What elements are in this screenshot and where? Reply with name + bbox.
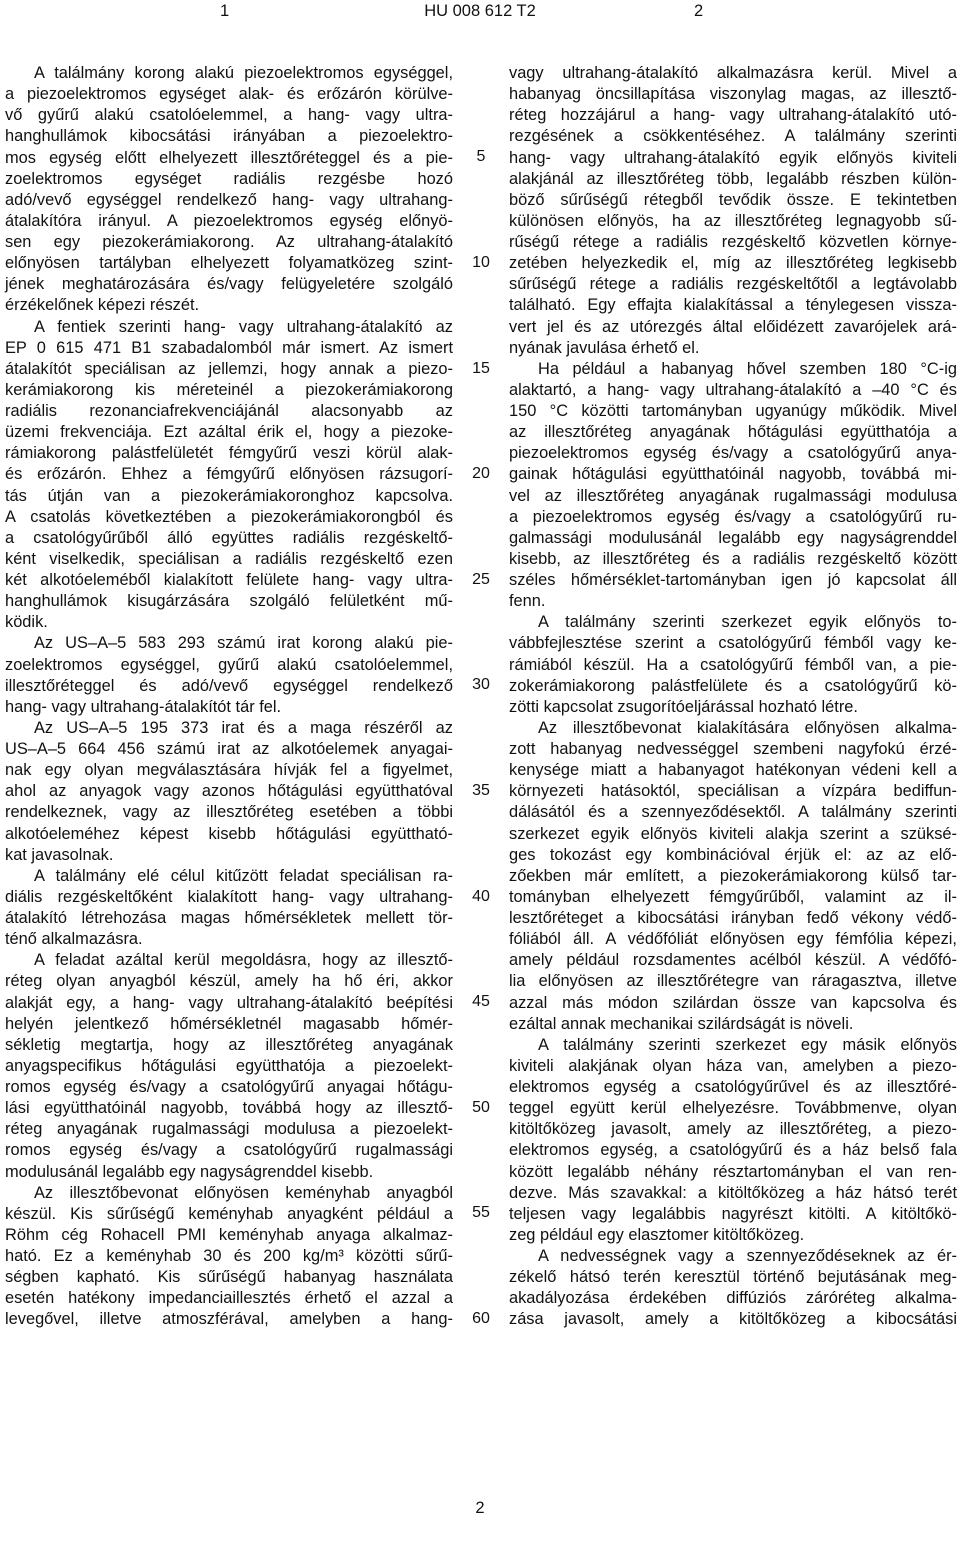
text-line: szerkezet egyik előnyös kiviteli alakja szerint a szüksé- — [509, 824, 957, 843]
text-line: különösen előnyös, ha az illesztőréteg legnagyobb sű- — [509, 211, 957, 230]
text-line: teljesen vagy legalábbis nagyrészt kitölti. A kitöltőkö- — [509, 1204, 957, 1223]
text-line: két alkotóeleméből kialakított felülete hang- vagy ultra- — [5, 571, 453, 589]
text-line: Az illesztőbevonat kialakítására előnyösen alkalma- — [538, 718, 957, 737]
line-number: 50 — [472, 1098, 490, 1116]
text-line: zott habanyag nedvességgel szembeni nagyfokú érzé- — [509, 740, 957, 758]
text-line: vő gyűrű alakú csatolóelemmel, a hang- vagy ultra- — [5, 106, 453, 125]
text-line: vagy ultrahang-átalakító alkalmazásra kerül. Mivel a — [509, 64, 957, 82]
text-line: hanghullámok kibocsátási irányában a piezoelektro- — [5, 127, 453, 146]
text-line: ezáltal annak mechanikai szilárdságát is növeli. — [509, 1014, 854, 1033]
text-line: hanghullámok kisugárzására szolgáló felületként mű- — [5, 592, 453, 611]
text-line: levegővel, illetve atmoszférával, amelyben a hang- — [5, 1310, 453, 1329]
text-line: Ha például a habanyag hővel szemben 180 °C-ig — [538, 359, 957, 378]
text-line: zetében helyezkedik el, míg az illesztőréteg legkisebb — [509, 254, 957, 273]
text-line: sékletig megtartja, hogy az illesztőréteg anyagának — [5, 1035, 453, 1054]
text-line: réteg anyagának rugalmassági modulusa a piezoelekt- — [5, 1120, 453, 1139]
text-line: lási együtthatóinál nagyobb, továbbá hogy az illesztő- — [5, 1099, 453, 1118]
text-line: elektromos egység a csatológyűrűvel és az illesztőré- — [509, 1078, 957, 1096]
text-line: Az illesztőbevonat előnyösen keményhab anyagból — [34, 1183, 453, 1202]
text-line: tományban elhelyezett fémgyűrűből, valamint az il- — [509, 887, 957, 906]
text-line: zötti kapcsolat zsugorítóeljárással hozható létre. — [509, 697, 858, 716]
text-line: zőekben már említett, a piezokerámiakorong külső tar- — [509, 866, 957, 885]
text-line: ténő alkalmazásra. — [5, 930, 143, 949]
text-line: habanyag öncsillapítása viszonylag magas, az illesztő- — [509, 85, 957, 104]
text-line: érzékelőnek képezi részét. — [5, 296, 200, 315]
text-line: mos egység előtt elhelyezett illesztőréteggel és a pie- — [5, 148, 453, 167]
text-line: böző sűrűségű rétegből tevődik össze. E tekintetben — [509, 190, 957, 209]
text-line: rámiából készül. Ha a csatológyűrű fémből van, a pie- — [509, 655, 957, 674]
text-line: zeg például egy elasztomer kitöltőközeg. — [509, 1225, 805, 1244]
text-line: romos egység és/vagy a csatológyűrű rugalmassági — [5, 1141, 453, 1160]
text-line: és erőzárón. Ehhez a fémgyűrű előnyösen rázsugorí- — [5, 465, 453, 484]
text-line: teggel együtt kerül elhelyezésre. Továbbmenve, olyan — [509, 1099, 957, 1118]
text-line: vert jel és az utórezgés által előidézett zavarójelek ará- — [509, 317, 957, 336]
text-line: A feladat azáltal kerül megoldásra, hogy az illesztő- — [34, 951, 453, 970]
text-line: fóliából áll. A védőfóliát előnyösen egy fémfólia képezi, — [509, 930, 957, 949]
text-line: kiviteli alakjának olyan háza van, amelyben a piezo- — [509, 1056, 957, 1075]
text-line: tás útján van a piezokerámiakoronghoz kapcsolva. — [5, 486, 453, 505]
text-line: üzemi frekvenciája. Ezt azáltal érik el, hogy a piezoke- — [5, 423, 453, 442]
text-line: rendelkeznek, vagy az illesztőréteg esetében a többi — [5, 803, 453, 822]
text-line: A találmány szerinti szerkezet egy másik előnyös — [538, 1035, 957, 1054]
text-line: Az US–A–5 583 293 számú irat korong alakú pie- — [34, 634, 453, 653]
text-line: sűrűségű rétege a radiális rezgéskeltőtől a legtávolabb — [509, 275, 957, 294]
line-number: 20 — [472, 465, 490, 483]
text-line: ahol az anyagok vagy azonos hőtágulási együtthatóval — [5, 782, 453, 801]
text-line: a piezoelektromos egység és/vagy a csatológyűrű ru- — [509, 507, 957, 526]
line-number: 55 — [472, 1204, 490, 1222]
line-number: 45 — [472, 993, 490, 1011]
text-line: zása javasolt, amely a kitöltőközeg a kibocsátási — [509, 1310, 957, 1329]
text-line: adó/vevő egységgel rendelkező hang- vagy ultrahang- — [5, 190, 453, 209]
text-line: zékelő hátsó terén keresztül történő bejutásának meg- — [509, 1268, 957, 1287]
text-line: réteg hozzájárul a hang- vagy ultrahang-átalakító utó- — [509, 106, 957, 125]
line-number: 10 — [472, 254, 490, 272]
text-line: kisebb, az illesztőréteg és a radiális rezgéskeltő között — [509, 549, 957, 568]
text-line: A nedvességnek vagy a szennyeződéseknek az ér- — [538, 1247, 957, 1265]
text-line: A találmány korong alakú piezoelektromos egységgel, — [34, 64, 453, 82]
text-line: A találmány elé célul kitűzött feladat speciálisan ra- — [34, 866, 453, 885]
text-line: vábbfejlesztése szerint a csatológyűrű fémből vagy ke- — [509, 634, 957, 653]
page-footer-number: 2 — [475, 1499, 485, 1517]
text-line: anyagspecifikus hőtágulási együtthatója a piezoelekt- — [5, 1056, 453, 1075]
text-line: piezoelektromos egység és/vagy a csatológyűrű anya- — [509, 444, 957, 463]
page-header — [0, 2, 960, 26]
text-line: zokerámiakorong palástfelülete és a csatológyűrű kö- — [509, 676, 957, 695]
text-line: átalakítóra irányul. A piezoelektromos egység előnyö- — [5, 211, 453, 230]
text-line: alkotóeleméhez képest kisebb hőtágulási együttható- — [5, 824, 453, 843]
text-line: vel az illesztőréteg anyagának rugalmassági modulusa — [509, 486, 957, 505]
text-line: a csatológyűrűből álló együttes radiális rezgéskeltő- — [5, 528, 453, 547]
text-line: kitöltőközeg javasolt, amely az illesztőréteg, a piezo- — [509, 1120, 957, 1139]
text-line: átalakítót speciálisan az jellemzi, hogy annak a piezo- — [5, 359, 453, 378]
line-number: 30 — [472, 676, 490, 694]
text-line: hang- vagy ultrahang-átalakítót tár fel. — [5, 697, 282, 716]
text-line: ként viselkedik, speciálisan a radiális rezgéskeltő ezen — [5, 549, 453, 568]
line-number: 5 — [476, 148, 486, 166]
text-line: esetén hatékony impedanciaillesztés érhető el azzal a — [5, 1289, 453, 1308]
text-line: diális rezgéskeltőként kialakított hang- vagy ultrahang- — [5, 887, 453, 906]
text-line: ségben kapható. Kis sűrűségű habanyag használata — [5, 1268, 453, 1287]
text-line: hang- vagy ultrahang-átalakító egyik előnyös kiviteli — [509, 148, 957, 167]
text-line: zoelektromos egységet radiális rezgésbe hozó — [5, 169, 453, 188]
text-line: ködik. — [5, 613, 48, 632]
text-line: illesztőréteggel és adó/vevő egységgel rendelkező — [5, 676, 453, 695]
text-line: jének meghatározására és/vagy felügyeletére szolgáló — [5, 275, 453, 294]
text-line: A csatolás következtében a piezokerámiakorongból és — [5, 507, 453, 526]
text-line: széles hőmérséklet-tartományban igen jó kapcsolat áll — [509, 571, 957, 589]
line-number: 15 — [472, 359, 490, 377]
line-number: 35 — [472, 782, 490, 800]
text-line: az illesztőréteg anyagának hőtágulási együtthatója a — [509, 423, 957, 442]
text-line: ható. Ez a keményhab 30 és 200 kg/m³ közötti sűrű- — [5, 1247, 453, 1265]
text-line: alaktartó, a hang- vagy ultrahang-átalakító a –40 °C és — [509, 380, 957, 399]
text-line: dezve. Más szavakkal: a kitöltőközeg a ház hátsó terét — [509, 1183, 957, 1202]
header-left-column-number: 1 — [220, 2, 230, 20]
text-line: fenn. — [509, 592, 546, 611]
text-line: romos egység és/vagy a csatológyűrű anyagai hőtágu- — [5, 1078, 453, 1096]
left-text-column — [5, 63, 453, 1331]
line-number: 40 — [472, 887, 490, 905]
right-text-column — [509, 63, 957, 1331]
text-line: helyén jelentkező hőmérsékletnél magasabb hőmér- — [5, 1014, 453, 1033]
text-line: kat javasolnak. — [5, 845, 114, 864]
text-line: található. Egy effajta kialakítással a ténylegesen vissza- — [509, 296, 957, 315]
line-number: 25 — [472, 570, 490, 588]
text-line: rűségű rétege a radiális rezgéskeltő közvetlen környe- — [509, 233, 957, 251]
text-line: nak egy olyan megválasztására hívják fel a figyelmet, — [5, 761, 453, 780]
text-line: környezeti hatásoktól, speciálisan a vízpára bediffun- — [509, 782, 957, 801]
text-line: rámiakorong palástfelületét fémgyűrű veszi körül alak- — [5, 444, 453, 463]
text-line: zoelektromos egységgel, gyűrű alakú csatolóelemmel, — [5, 655, 453, 674]
text-line: a piezoelektromos egységet alak- és erőzárón körülve- — [5, 85, 453, 104]
text-line: előnyösen tartályban elhelyezett folyamatközeg szint- — [5, 254, 453, 273]
text-line: Röhm cég Rohacell PMI keményhab anyaga alkalmaz- — [5, 1225, 453, 1244]
header-right-column-number: 2 — [694, 2, 704, 20]
text-line: lia előnyösen az illesztőrétegre van ráragasztva, illetve — [509, 972, 957, 991]
text-line: radiális rezonanciafrekvenciájánál alacsonyabb az — [5, 402, 453, 420]
text-line: alakját egy, a hang- vagy ultrahang-átalakító beépítési — [5, 993, 453, 1012]
text-line: galmassági modulusánál legalább egy nagyságrenddel — [509, 528, 957, 547]
text-line: A találmány szerinti szerkezet egyik előnyös to- — [538, 613, 957, 632]
text-line: réteg olyan anyagból készül, amely ha hő éri, akkor — [5, 972, 453, 991]
text-line: ges tokozást egy kombinációval érjük el: az az elő- — [509, 845, 957, 864]
text-line: modulusánál legalább egy nagyságrenddel kisebb. — [5, 1162, 374, 1181]
text-line: készül. Kis sűrűségű keményhab anyagként például a — [5, 1204, 453, 1223]
text-line: rezgésének a csökkentéséhez. A találmány szerinti — [509, 127, 957, 146]
text-line: amely például rozsdamentes acélból készül. A védőfó- — [509, 951, 957, 970]
text-line: nyának javulása érhető el. — [509, 338, 700, 357]
text-line: dálásától és a szennyeződésektől. A találmány szerinti — [509, 803, 957, 822]
text-line: között legalább néhány résztartományban el van ren- — [509, 1162, 957, 1181]
text-line: Az US–A–5 195 373 irat és a maga részéről az — [34, 718, 453, 737]
line-number: 60 — [472, 1310, 490, 1328]
text-line: kerámiakorong kis méreteinél a piezokerámiakorong — [5, 380, 453, 399]
text-line: alakjánál az illesztőréteg több, legalább részben külön- — [509, 169, 957, 188]
text-line: akadályozása érdekében diffúziós záróréteg alkalma- — [509, 1289, 957, 1308]
text-line: A fentiek szerinti hang- vagy ultrahang-átalakító az — [34, 317, 453, 336]
text-line: EP 0 615 471 B1 szabadalomból már ismert. Az ismert — [5, 338, 453, 357]
text-line: 150 °C közötti tartományban ugyanúgy működik. Mivel — [509, 402, 957, 420]
text-line: lesztőréteget a kibocsátási irányban fedő vékony védő- — [509, 909, 957, 927]
text-line: átalakító létrehozása magas hőmérsékletek mellett tör- — [5, 909, 453, 927]
text-line: US–A–5 664 456 számú irat az alkotóelemek anyagai- — [5, 740, 453, 758]
text-line: sen egy piezokerámiakorong. Az ultrahang-átalakító — [5, 233, 453, 251]
text-line: gainak hőtágulási együtthatóinál nagyobb, továbbá mi- — [509, 465, 957, 484]
text-line: azzal más módon szilárdan össze van kapcsolva és — [509, 993, 957, 1012]
text-line: kenysége miatt a habanyagot hatékonyan védeni kell a — [509, 761, 957, 780]
text-line: elektromos egység, a csatológyűrű és a ház belső fala — [509, 1141, 957, 1160]
header-patent-number: HU 008 612 T2 — [424, 2, 536, 20]
